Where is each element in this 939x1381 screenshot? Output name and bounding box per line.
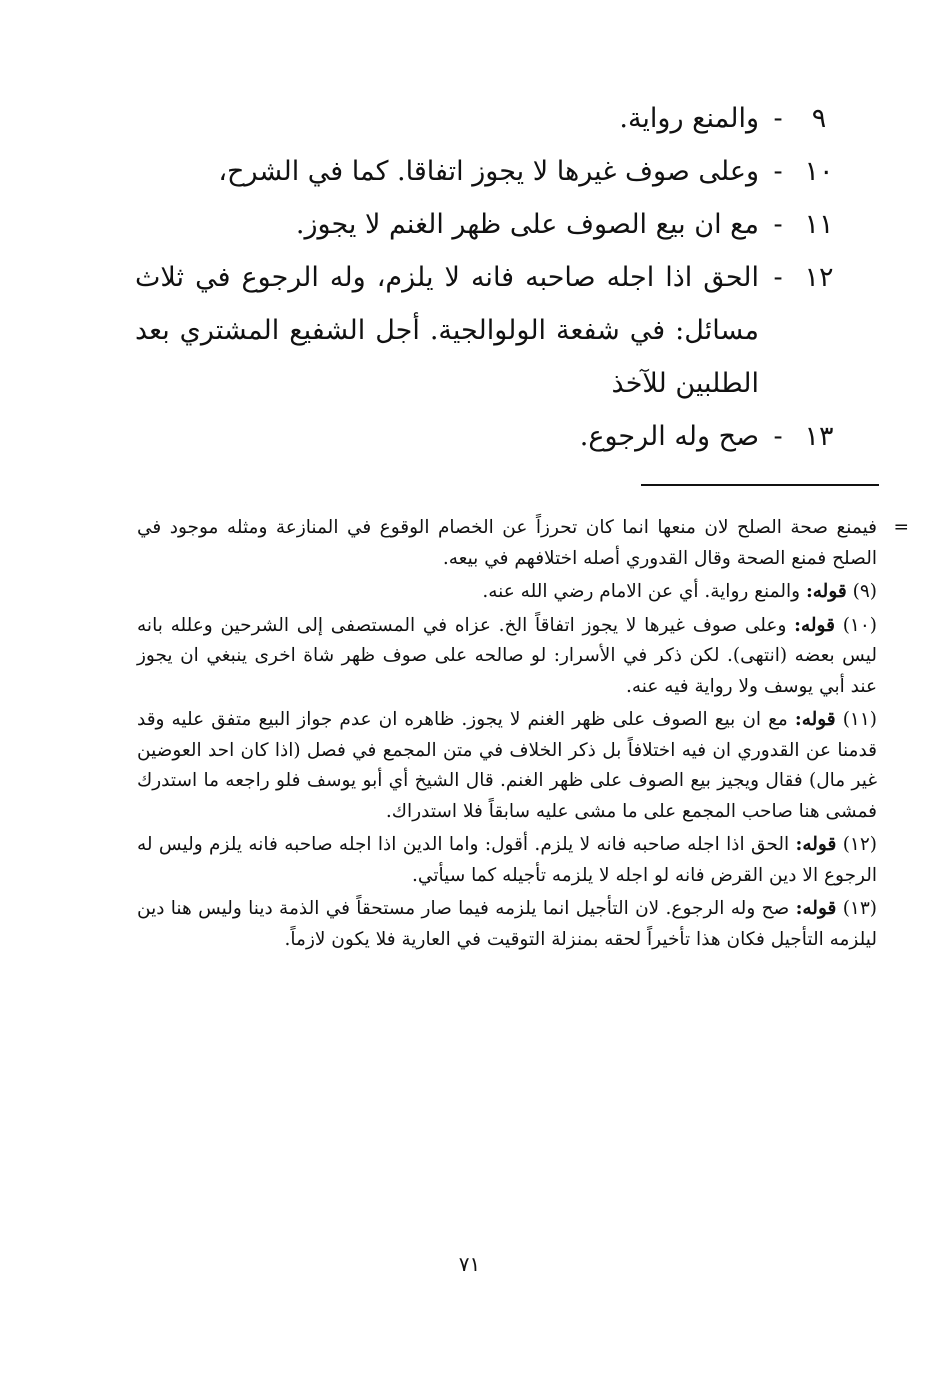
main-item-12 (135, 251, 841, 410)
item-text: مع ان بيع الصوف على ظهر الغنم لا يجوز. (295, 209, 759, 240)
note-text: فيمنع صحة الصلح لان منعها انما كان تحرزاً عن الخصام الوقوع في المنازعة ومثله موجود في الصلح فمنع الصحة وقال القدوري أصله اختلافهم في بيعه. (137, 517, 877, 569)
note-number: (١٠) (842, 614, 878, 636)
item-dash: - (773, 156, 783, 187)
note-12 (137, 830, 877, 891)
note-text: الحق اذا اجله صاحبه فانه لا يلزم. أقول: واما الدين اذا اجله صاحبه فانه يلزم وليس له الرجوع الا دين القرض فانه لو اجله لا يلزمه تأجيله كما سيأتي. (137, 834, 877, 886)
note-keyword: قوله: (795, 898, 837, 919)
continuation-mark: = (893, 517, 909, 538)
note-keyword: قوله: (805, 581, 847, 602)
item-number: ١٠ (804, 156, 834, 187)
continuation-note (137, 513, 877, 574)
note-9 (137, 577, 877, 608)
main-item-11 (135, 198, 841, 251)
note-text: مع ان بيع الصوف على ظهر الغنم لا يجوز. ظاهره ان عدم جواز البيع متفق عليه وقد قدمنا عن القدوري ان فيه اختلافاً بل ذكر الخلاف في متن المجمع في فصل (اذا كان احد العوضين غير مال) فقال ويجيز بيع الصوف على ظهر الغنم. قال الشيخ أي أبو يوسف فلو راجعه ما استدرك فمشى هنا صاحب المجمع على ما مشى عليه سابقاً فلا استدراك. (137, 709, 877, 822)
note-11 (137, 705, 877, 827)
main-item-13 (135, 410, 841, 463)
note-text: وعلى صوف غيرها لا يجوز اتفاقاً الخ. عزاه في المستصفى إلى الشرحين وعلله بانه ليس بعضه (انتهى). لكن ذكر في الأسرار: لو صالحه على صوف ظهر شاة اخرى ينبغي ان يجوز عند أبي يوسف ولا رواية فيه عنه. (137, 614, 877, 697)
item-number: ١١ (804, 209, 834, 240)
item-number: ١٣ (804, 421, 834, 452)
item-dash: - (773, 262, 783, 293)
main-text-block (135, 92, 841, 463)
item-text: صح وله الرجوع. (579, 421, 759, 452)
main-item-10 (135, 145, 841, 198)
page-number: ٧١ (458, 1252, 481, 1276)
item-number: ١٢ (804, 262, 834, 293)
item-dash: - (773, 103, 783, 134)
item-dash: - (773, 209, 783, 240)
footnotes-block (137, 513, 877, 958)
item-text: وعلى صوف غيرها لا يجوز اتفاقا. كما في الشرح، (218, 156, 759, 187)
note-number: (١٣) (842, 898, 877, 919)
footnote-separator (641, 484, 879, 486)
note-keyword: قوله: (794, 709, 836, 730)
note-10 (137, 611, 877, 703)
note-number: (١١) (842, 709, 877, 730)
note-text: والمنع رواية. أي عن الامام رضي الله عنه. (482, 581, 801, 602)
main-item-9 (135, 92, 841, 145)
note-number: (٩) (852, 581, 877, 602)
note-13 (137, 894, 877, 955)
item-text: الحق اذا اجله صاحبه فانه لا يلزم، وله الرجوع في ثلاث مسائل: في شفعة الولوالجية. أجل الشفيع المشتري بعد الطلبين للآخذ (135, 262, 759, 399)
item-text: والمنع رواية. (619, 103, 759, 134)
note-keyword: قوله: (795, 834, 837, 855)
note-text: صح وله الرجوع. لان التأجيل انما يلزمه فيما صار مستحقاً في الذمة دينا وليس هنا دين ليلزمه التأجيل فكان هذا تأخيراً لحقه بمنزلة التوقيت في العارية فلا يكون لازماً. (137, 898, 877, 950)
item-dash: - (773, 421, 783, 452)
note-number: (١٢) (842, 834, 877, 855)
item-number: ٩ (811, 103, 827, 134)
note-keyword: قوله: (794, 614, 835, 636)
